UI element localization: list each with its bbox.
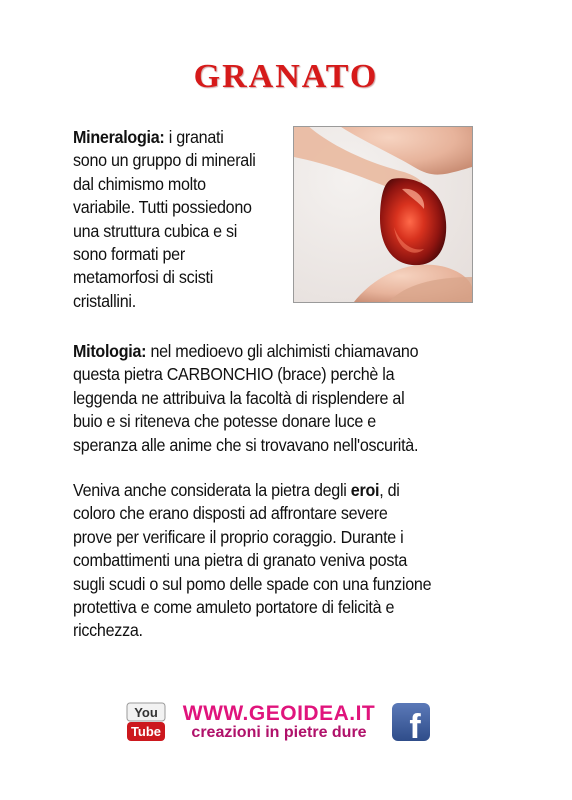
eroi-line: sugli scudi o sul pomo delle spade con una funzione [73,573,432,594]
eroi-paragraph [73,479,469,643]
facebook-icon-glyph: f [409,708,421,742]
mineralogia-line: cristallini. [73,290,136,311]
mineralogia-line: sono formati per [73,244,185,265]
mineralogia-line-1: Mineralogia: i granati [73,127,224,147]
youtube-icon[interactable] [125,702,169,742]
youtube-icon-you: You [134,705,158,720]
facebook-icon[interactable] [391,702,431,742]
page-title: GRANATO [193,58,379,95]
eroi-line: combattimenti una pietra di granato veniva posta [73,550,408,571]
mineralogia-line: una struttura cubica e si [73,220,238,241]
mineralogia-line: variabile. Tutti possiedono [73,197,252,218]
youtube-icon-tube: Tube [130,724,162,739]
mineralogia-paragraph [73,126,274,313]
mineralogia-line: metamorfosi di scisti [73,267,214,288]
mitologia-label: Mitologia: [73,341,147,361]
eroi-line-1: Veniva anche considerata la pietra degli eroi, di [73,480,400,500]
eroi-line: ricchezza. [73,620,143,641]
garnet-photo [293,126,473,303]
mitologia-line: leggenda ne attribuiva la facoltà di risplendere al [73,387,405,408]
mitologia-paragraph [73,340,469,457]
mitologia-line: buio e si riteneva che potesse donare luce e [73,411,376,432]
eroi-line: protettiva e come amuleto portatore di felicità e [73,597,395,618]
website-link[interactable]: WWW.GEOIDEA.IT [182,702,376,725]
eroi-line: prove per verificare il proprio coraggio. Durante i [73,526,404,547]
eroi-word: eroi [350,480,380,500]
mineralogia-label: Mineralogia: [73,127,165,147]
eroi-line: coloro che erano disposti ad affrontare severe [73,503,388,524]
mineralogia-line: sono un gruppo di minerali [73,150,256,171]
tagline: creazioni in pietre dure [191,724,367,741]
mitologia-line: questa pietra CARBONCHIO (brace) perchè la [73,364,395,385]
mitologia-line: speranza alle anime che si trovavano nell'oscurità. [73,434,419,455]
mitologia-line-1: Mitologia: nel medioevo gli alchimisti chiamavano [73,341,419,361]
garnet-stone-image [294,127,472,302]
mineralogia-line: dal chimismo molto [73,173,206,194]
